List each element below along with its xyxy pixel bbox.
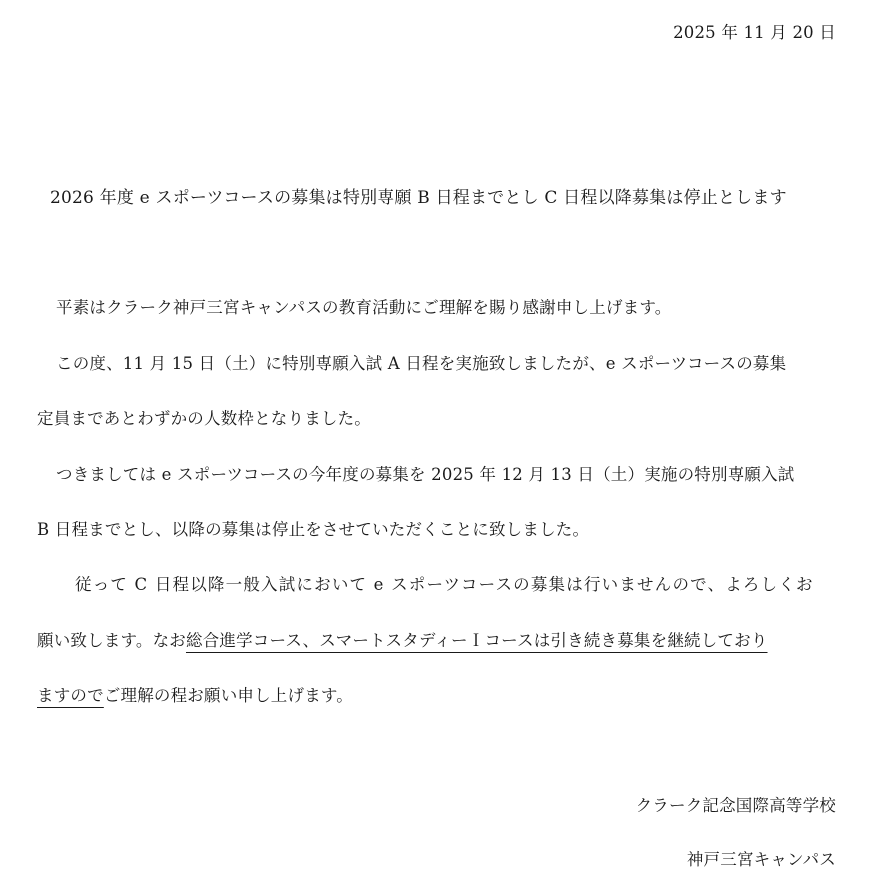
paragraph-closing-line3 [37,686,353,706]
underlined-continuation-text: ますので [37,686,104,705]
notice-date: 2025 年 11 月 20 日 [673,23,836,42]
underlined-courses-text: 総合進学コース、スマートスタディーＩコースは引き続き募集を継続しており [185,631,768,650]
paragraph-exam-report-line1: この度、11 月 15 日（土）に特別専願入試 A 日程を実施致しましたが、e スポーツコースの募集 [56,354,787,373]
paragraph-exam-report-line2: 定員まであとわずかの人数枠となりました。 [37,409,371,428]
paragraph-closing-line2 [37,631,768,651]
paragraph-greeting: 平素はクラーク神戸三宮キャンパスの教育活動にご理解を賜り感謝申し上げます。 [56,298,672,317]
signature-school: クラーク記念国際高等学校 [635,796,836,815]
paragraph-recruitment-line2: B 日程までとし、以降の募集は停止をさせていただくことに致しました。 [37,520,590,539]
signature-campus: 神戸三宮キャンパス [686,850,836,869]
paragraph-recruitment-line1: つきましては e スポーツコースの今年度の募集を 2025 年 12 月 13 日（土）実施の特別専願入試 [56,465,795,484]
closing-line3-text: ご理解の程お願い申し上げます。 [103,686,353,705]
notice-title: 2026 年度 e スポーツコースの募集は特別専願 B 日程までとし C 日程以降募集は停止とします [50,188,787,208]
paragraph-closing-line1: 従って C 日程以降一般入試において e スポーツコースの募集は行いませんので、よろしくお [75,575,814,594]
closing-line2-text: 願い致します。なお [37,631,186,650]
